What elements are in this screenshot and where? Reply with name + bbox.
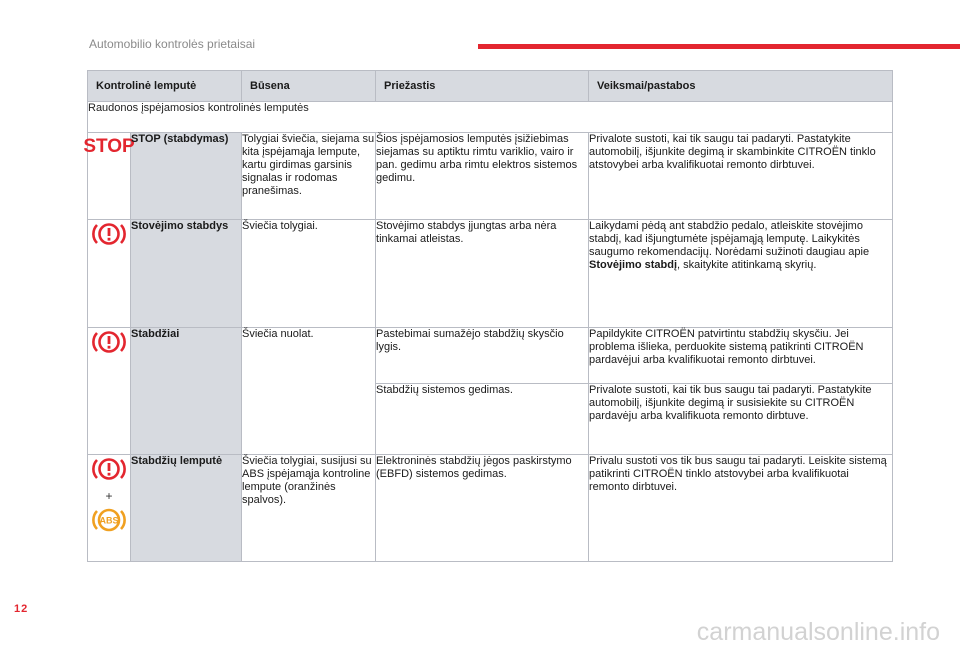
- page-number: 12: [14, 603, 29, 615]
- light-cause: Stabdžių sistemos gedimas.: [376, 384, 589, 455]
- table-row: [88, 455, 893, 562]
- light-cause: Šios įspėjamosios lemputės įsižiebimas siejamas su aptiktu rimtu variklio, vairo ir pan. gedimu arba rimtu elektros sistemos gedimu.: [376, 133, 589, 220]
- column-header-cause: Priežastis: [376, 71, 589, 102]
- abs-warning-icon: [91, 506, 127, 534]
- light-action: [589, 220, 893, 328]
- ebfd-icon-cell: [88, 455, 131, 562]
- column-header-light: Kontrolinė lemputė: [88, 71, 242, 102]
- action-link-text: Stovėjimo stabdį: [589, 259, 678, 271]
- light-state: Šviečia nuolat.: [242, 328, 376, 455]
- accent-bar: [478, 44, 960, 49]
- warning-lights-table: [83, 70, 893, 562]
- light-name: Stovėjimo stabdys: [131, 220, 242, 328]
- light-action: Privalote sustoti, kai tik bus saugu tai padaryti. Pastatykite automobilį, išjunkite degimą ir susisiekite su CITROËN pardavėju arba kvalifikuota remonto dirbtuve.: [589, 384, 893, 455]
- light-cause: Elektroninės stabdžių jėgos paskirstymo (EBFD) sistemos gedimas.: [376, 455, 589, 562]
- light-action: Papildykite CITROËN patvirtintu stabdžių skysčiu. Jei problema išlieka, perduokite sistemą patikrinti CITROËN pardavėjui arba kvalifikuotai remonto dirbtuvei.: [589, 328, 893, 384]
- light-name: STOP (stabdymas): [131, 133, 242, 220]
- light-cause: Pastebimai sumažėjo stabdžių skysčio lygis.: [376, 328, 589, 384]
- column-header-state: Būsena: [242, 71, 376, 102]
- table-row: [88, 220, 893, 328]
- plus-sign: +: [105, 489, 113, 503]
- light-state: Šviečia tolygiai, susijusi su ABS įspėjamąja kontroline lempute (oranžinės spalvos).: [242, 455, 376, 562]
- light-state: Tolygiai šviečia, siejama su kita įspėjamąja lempute, kartu girdimas garsinis signalas ir rodomas pranešimas.: [242, 133, 376, 220]
- table-row: [88, 133, 893, 220]
- light-cause: Stovėjimo stabdys įjungtas arba nėra tinkamai atleistas.: [376, 220, 589, 328]
- action-text: Laikydami pėdą ant stabdžio pedalo, atleiskite stovėjimo stabdį, kad išjungtumėte įspėjamąją lemputę. Laikykitės saugumo rekomendacijų. Norėdami sužinoti daugiau apie: [589, 220, 870, 258]
- light-name: Stabdžių lemputė: [131, 455, 242, 562]
- light-action: Privalote sustoti, kai tik saugu tai padaryti. Pastatykite automobilį, išjunkite degimą ir skambinkite CITROËN tinklo atstovybei arba kvalifikuotai remonto dirbtuvei.: [589, 133, 893, 220]
- brake-warning-icon: [91, 455, 127, 483]
- parking-icon-cell: [88, 220, 131, 328]
- table-header-row: [88, 71, 893, 102]
- action-text: , skaitykite atitinkamą skyrių.: [677, 259, 817, 271]
- stop-warning-icon: [83, 133, 135, 157]
- table-row: [88, 328, 893, 384]
- stop-icon-cell: [83, 133, 135, 220]
- column-header-action: Veiksmai/pastabos: [589, 71, 893, 102]
- brake-warning-icon: [91, 220, 127, 248]
- light-action: Privalu sustoti vos tik bus saugu tai padaryti. Leiskite sistemą patikrinti CITROËN tinklo atstovybei arba kvalifikuotai remonto dirbtuvei.: [589, 455, 893, 562]
- group-row: [88, 102, 893, 133]
- light-name: Stabdžiai: [131, 328, 242, 455]
- section-title: Automobilio kontrolės prietaisai: [89, 37, 256, 51]
- watermark: carmanualsonline.info: [696, 618, 940, 646]
- brakes-icon-cell: [88, 328, 131, 455]
- light-state: Šviečia tolygiai.: [242, 220, 376, 328]
- brake-warning-icon: [91, 328, 127, 356]
- abs-icon-text: ABS: [99, 515, 119, 526]
- group-label: Raudonos įspėjamosios kontrolinės lemputės: [88, 102, 893, 133]
- stop-icon-text: STOP: [83, 136, 135, 157]
